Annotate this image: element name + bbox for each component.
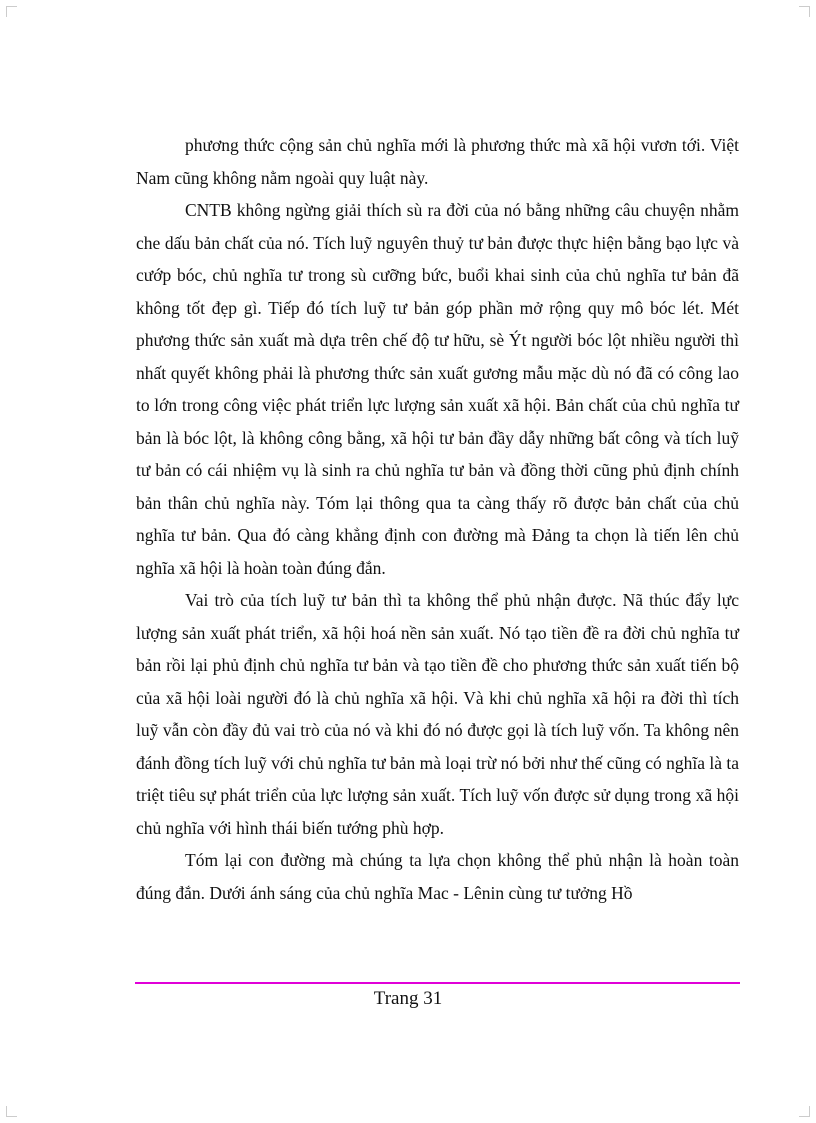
paragraph-1: phương thức cộng sản chủ nghĩa mới là phương thức mà xã hội vươn tới. Việt Nam cũng không nằm ngoài quy luật này. [136,135,739,188]
paragraph-3: Vai trò của tích luỹ tư bản thì ta không thể phủ nhận được. Nã thúc đẩy lực lượng sản xuất phát triển, xã hội hoá nền sản xuất. Nó tạo tiền đề ra đời chủ nghĩa tư bản rồi lại phủ định chủ nghĩa tư bản và tạo tiền đề cho phương thức sản xuất tiến bộ của xã hội loài người đó là chủ nghĩa xã hội. Và khi chủ nghĩa xã hội ra đời thì tích luỹ vẫn còn đầy đủ vai trò của nó và khi đó nó được gọi là tích luỹ vốn. Ta không nên đánh đồng tích luỹ với chủ nghĩa tư bản mà loại trừ nó bởi như thế cũng có nghĩa là ta triệt tiêu sự phát triển của lực lượng sản xuất. Tích luỹ vốn được sử dụng trong xã hội chủ nghĩa với hình thái biến tướng phù hợp. [136,590,739,838]
crop-mark-top-right [799,6,810,17]
footer-divider [135,982,740,984]
crop-mark-bottom-left [6,1106,17,1117]
document-body [136,129,739,909]
paragraph-4: Tóm lại con đường mà chúng ta lựa chọn không thể phủ nhận là hoàn toàn đúng đắn. Dưới ánh sáng của chủ nghĩa Mac - Lênin cùng tư tưởng Hồ [136,850,739,903]
crop-mark-top-left [6,6,17,17]
crop-mark-bottom-right [799,1106,810,1117]
page-number: Trang 31 [373,988,443,1009]
paragraph-2: CNTB không ngừng giải thích sù ra đời của nó bằng những câu chuyện nhằm che dấu bản chất của nó. Tích luỹ nguyên thuỷ tư bản được thực hiện bằng bạo lực và cướp bóc, chủ nghĩa tư trong sù cưỡng bức, buổi khai sinh của chủ nghĩa tư bản đã không tốt đẹp gì. Tiếp đó tích luỹ tư bản góp phần mở rộng quy mô bóc lét. Mét phương thức sản xuất mà dựa trên chế độ tư hữu, sè Ýt người bóc lột nhiều người thì nhất quyết không phải là phương thức sản xuất gương mẫu mặc dù nó đã có công lao to lớn trong công việc phát triển lực lượng sản xuất xã hội. Bản chất của chủ nghĩa tư bản là bóc lột, là không công bằng, xã hội tư bản đầy dẫy những bất công và tích luỹ tư bản có cái nhiệm vụ là sinh ra chủ nghĩa tư bản và đồng thời cũng phủ định chính bản thân chủ nghĩa này. Tóm lại thông qua ta càng thấy rõ được bản chất của chủ nghĩa tư bản. Qua đó càng khẳng định con đường mà Đảng ta chọn là tiến lên chủ nghĩa xã hội là hoàn toàn đúng đắn. [136,200,739,578]
